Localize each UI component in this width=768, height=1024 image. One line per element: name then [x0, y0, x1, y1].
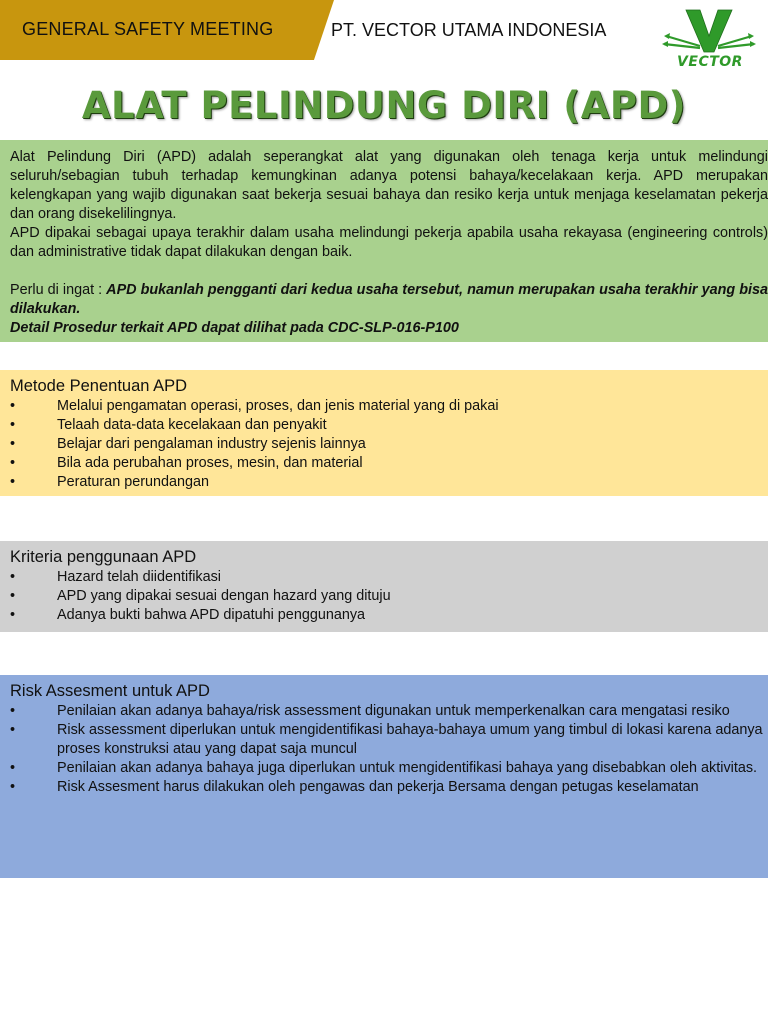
list-item: • Bila ada perubahan proses, mesin, dan material: [10, 454, 768, 473]
reminder-label: Perlu di ingat :: [10, 282, 103, 298]
list-item: • Belajar dari pengalaman industry sejenis lainnya: [10, 435, 768, 454]
intro-paragraph-1: Alat Pelindung Diri (APD) adalah seperangkat alat yang digunakan oleh tenaga kerja untuk melindungi seluruh/sebagian tubuh terhadap kemungkinan adanya potensi bahaya/kecelakaan kerja. APD merupakan kelengkapan yang wajib digunakan saat bekerja sesuai bahaya dan resiko kerja untuk menjaga keselamatan pekerja dan orang disekelilingnya.: [10, 149, 768, 222]
criteria-list: [10, 568, 768, 625]
method-section: [0, 370, 768, 496]
procedure-reference: Detail Prosedur terkait APD dapat dilihat pada CDC-SLP-016-P100: [10, 320, 459, 336]
list-item: • Risk Assesment harus dilakukan oleh pengawas dan pekerja Bersama dengan petugas keselamatan: [10, 778, 768, 797]
method-list: [10, 397, 768, 492]
list-item: • APD yang dipakai sesuai dengan hazard yang dituju: [10, 587, 768, 606]
intro-box: [0, 140, 768, 342]
list-item: • Melalui pengamatan operasi, proses, dan jenis material yang di pakai: [10, 397, 768, 416]
list-item: • Penilaian akan adanya bahaya/risk assessment digunakan untuk memperkenalkan cara mengatasi resiko: [10, 702, 768, 721]
list-item: • Penilaian akan adanya bahaya juga diperlukan untuk mengidentifikasi bahaya yang disebabkan oleh aktivitas.: [10, 759, 768, 778]
intro-paragraph-2: APD dipakai sebagai upaya terakhir dalam usaha melindungi pekerja apabila usaha rekayasa (engineering controls) dan administrative tidak dapat dilakukan dengan baik.: [10, 225, 768, 260]
reminder-emphasis: APD bukanlah pengganti dari kedua usaha tersebut, namun merupakan usaha terakhir yang bisa dilakukan.: [10, 282, 768, 317]
risk-list: [10, 702, 768, 797]
list-item: • Peraturan perundangan: [10, 473, 768, 492]
list-item: • Adanya bukti bahwa APD dipatuhi penggunanya: [10, 606, 768, 625]
criteria-section-title: Kriteria penggunaan APD: [10, 548, 197, 566]
company-name: PT. VECTOR UTAMA INDONESIA: [331, 20, 607, 40]
criteria-section: [0, 541, 768, 632]
risk-section: [0, 675, 768, 878]
meeting-title: GENERAL SAFETY MEETING: [22, 19, 274, 39]
logo-wordmark: VECTOR: [677, 54, 743, 70]
list-item: • Risk assessment diperlukan untuk mengidentifikasi bahaya-bahaya umum yang timbul di lokasi karena adanya proses konstruksi atau yang dapat saja muncul: [10, 721, 768, 759]
reminder-note: [10, 281, 768, 319]
list-item: • Telaah data-data kecelakaan dan penyakit: [10, 416, 768, 435]
list-item: • Hazard telah diidentifikasi: [10, 568, 768, 587]
risk-section-title: Risk Assesment untuk APD: [10, 682, 210, 700]
page-title: ALAT PELINDUNG DIRI (APD): [81, 84, 687, 127]
method-section-title: Metode Penentuan APD: [10, 377, 188, 395]
